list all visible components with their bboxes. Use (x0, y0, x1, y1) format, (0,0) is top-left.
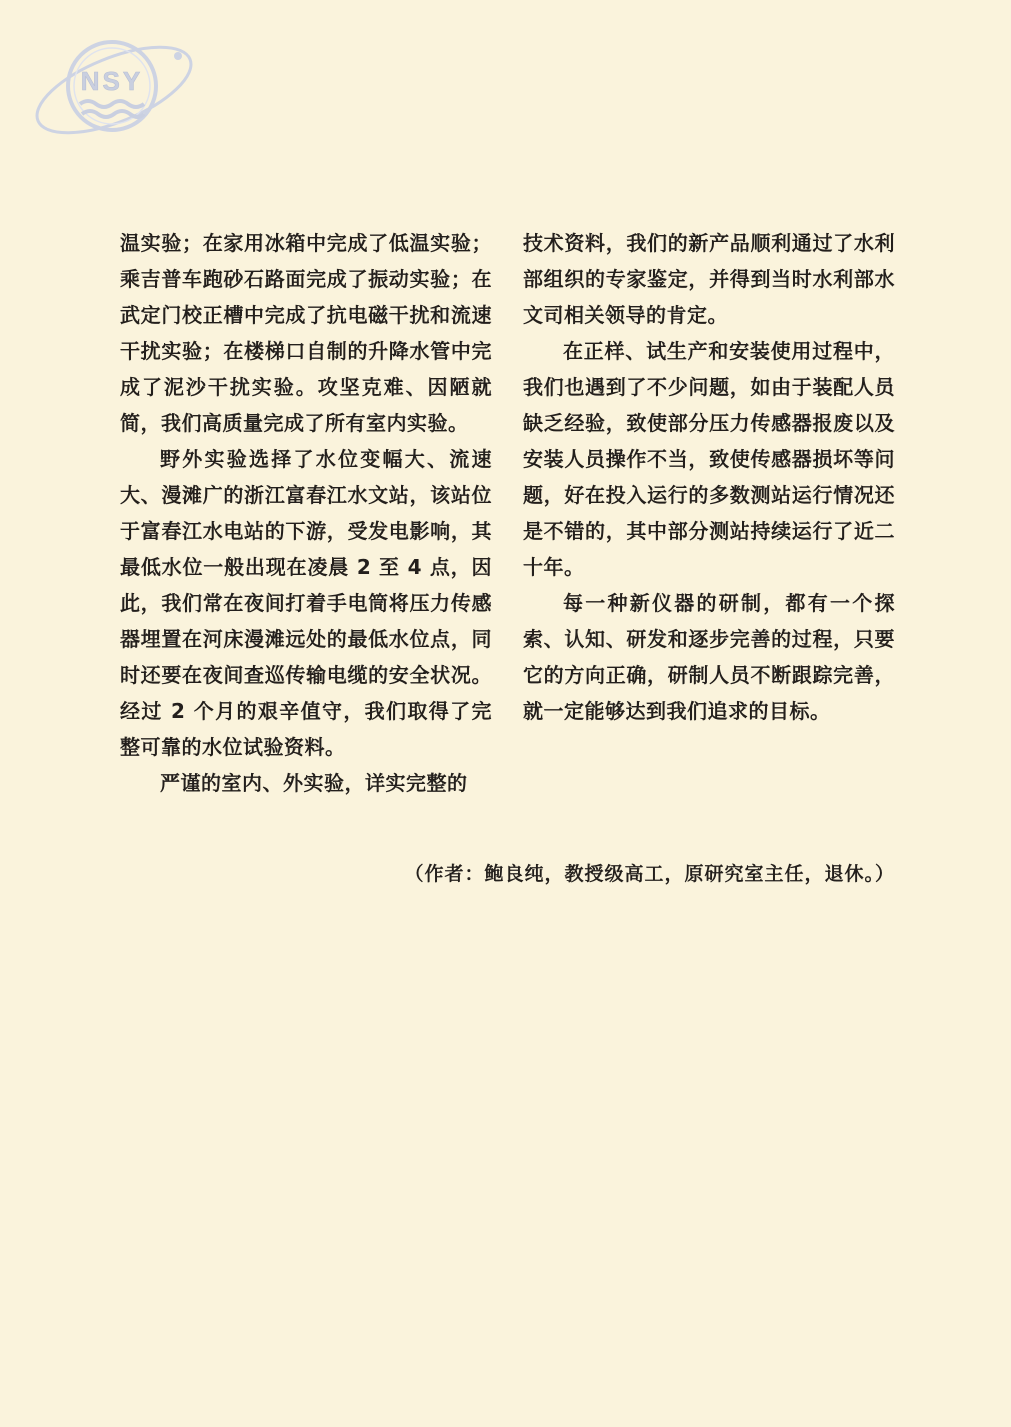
body-paragraph: 温实验；在家用冰箱中完成了低温实验；乘吉普车跑砂石路面完成了振动实验；在武定门校正槽中完成了抗电磁干扰和流速干扰实验；在楼梯口自制的升降水管中完成了泥沙干扰实验。攻坚克难、因陋就简，我们高质量完成了所有室内实验。 (120, 231, 492, 435)
body-paragraph: 野外实验选择了水位变幅大、流速大、漫滩广的浙江富春江水文站，该站位于富春江水电站的下游，受发电影响，其最低水位一般出现在凌晨 2 至 4 点，因此，我们常在夜间打着手电筒将压力传感器埋置在河床漫滩远处的最低水位点，同时还要在夜间查巡传输电缆的安全状况。经过 2 个月的艰辛值守，我们取得了完整可靠的水位试验资料。 (120, 447, 492, 759)
body-paragraph: 每一种新仪器的研制，都有一个探索、认知、研发和逐步完善的过程，只要它的方向正确，研制人员不断跟踪完善，就一定能够达到我们追求的目标。 (523, 591, 895, 723)
author-byline: （作者：鲍良纯，教授级高工，原研究室主任，退休。） (404, 863, 895, 885)
body-paragraph: 在正样、试生产和安装使用过程中，我们也遇到了不少问题，如由于装配人员缺乏经验，致使部分压力传感器报废以及安装人员操作不当，致使传感器损坏等问题，好在投入运行的多数测站运行情况还是不错的，其中部分测站持续运行了近二十年。 (523, 339, 895, 579)
nsy-logo (28, 22, 200, 154)
right-text-column (523, 225, 895, 729)
svg-text:NSY: NSY (80, 66, 144, 96)
body-paragraph: 严谨的室内、外实验，详实完整的 (160, 771, 468, 795)
nsy-logo-icon (28, 22, 200, 154)
body-paragraph: 技术资料，我们的新产品顺利通过了水利部组织的专家鉴定，并得到当时水利部水文司相关领导的肯定。 (523, 231, 895, 327)
left-text-column (120, 225, 492, 801)
